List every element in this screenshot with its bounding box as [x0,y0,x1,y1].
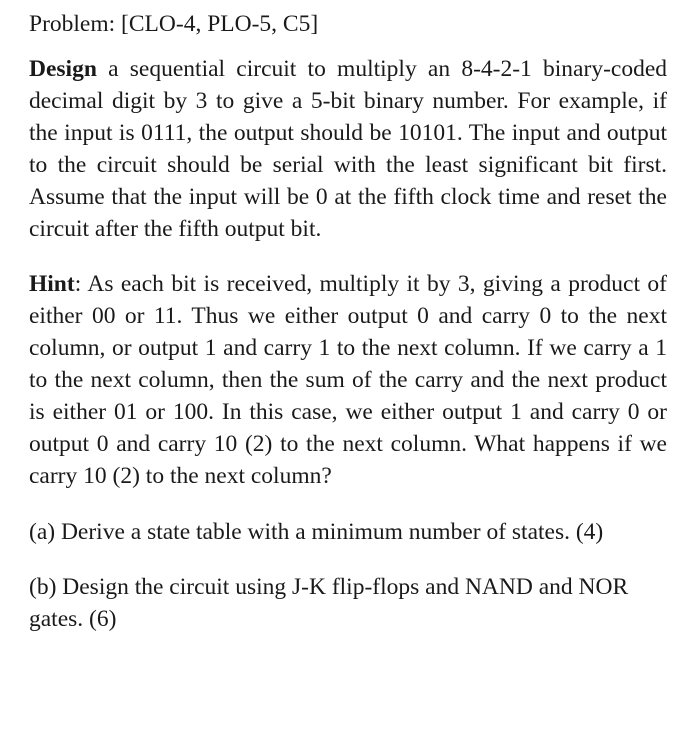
hint-lead-word: Hint [29,271,75,297]
hint-paragraph [29,268,667,492]
part-b-question: (b) Design the circuit using J-K flip-flops and NAND and NOR gates. (6) [29,574,629,632]
problem-title: Problem: [CLO-4, PLO-5, C5] [29,11,319,37]
problem-text: a sequential circuit to multiply an 8-4-2-1 binary-coded decimal digit by 3 to give a 5-bit binary number. For example, if the input is 0111, the output should be 10101. The input and output to the circuit should be serial with the least significant bit first. Assume that the input will be 0 at the fifth clock time and reset the circuit after the fifth output bit. [29,56,667,242]
problem-lead-word: Design [29,56,97,82]
hint-text: : As each bit is received, multiply it by 3, giving a product of either 00 or 11. Thus we either output 0 and carry 0 to the next column, or output 1 and carry 1 to the next column. If we carry a 1 to the next column, then the sum of the carry and the next product is either 01 or 100. In this case, we either output 1 and carry 0 or output 0 and carry 10 (2) to the next column. What happens if we carry 10 (2) to the next column? [29,271,667,489]
part-a-question: (a) Derive a state table with a minimum number of states. (4) [29,519,604,545]
problem-statement [29,53,667,245]
